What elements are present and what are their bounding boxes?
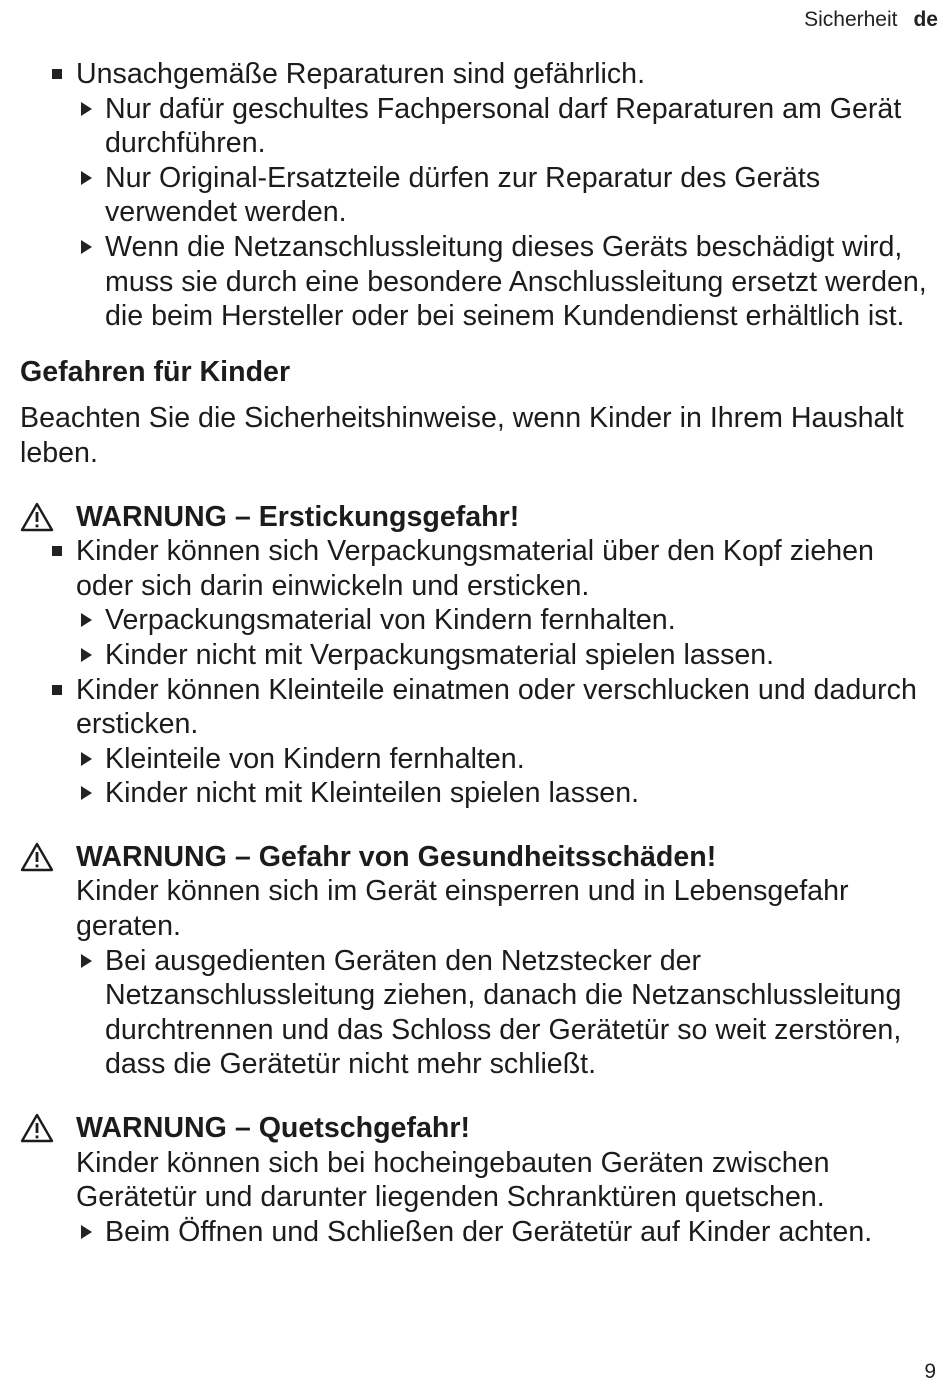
step-item: Nur dafür geschultes Fachpersonal darf Reparaturen am Gerät durchführen. bbox=[20, 92, 938, 161]
page-content bbox=[20, 57, 938, 1249]
step-item: Kleinteile von Kindern fernhalten. bbox=[20, 742, 938, 777]
step-item: Nur Original-Ersatzteile dürfen zur Reparatur des Geräts verwendet werden. bbox=[20, 161, 938, 230]
warning-title-text: WARNUNG – Gefahr von Gesundheitsschäden! bbox=[76, 840, 717, 873]
warning-triangle-icon bbox=[20, 842, 54, 872]
warning-crush bbox=[20, 1111, 938, 1249]
warning-title bbox=[20, 840, 938, 875]
bullet-item: Kinder können sich Verpackungsmaterial über den Kopf ziehen oder sich darin einwickeln und ersticken. bbox=[20, 534, 938, 603]
running-header bbox=[804, 8, 938, 32]
warning-text: Kinder können sich bei hocheingebauten Geräten zwischen Gerätetür und darunter liegenden Schranktüren quetschen. bbox=[76, 1146, 830, 1214]
warning-triangle-icon bbox=[20, 502, 54, 532]
step-item: Wenn die Netzanschlussleitung dieses Geräts beschädigt wird, muss sie durch eine besondere Anschlussleitung ersetzt werden, die beim Hersteller oder bei seinem Kundendienst erhältlich ist. bbox=[20, 230, 938, 334]
bullet-item: Kinder können Kleinteile einatmen oder verschlucken und dadurch ersticken. bbox=[20, 673, 938, 742]
step-item: Verpackungsmaterial von Kindern fernhalten. bbox=[20, 603, 938, 638]
page-number: 9 bbox=[924, 1360, 936, 1383]
warning-health bbox=[20, 840, 938, 1082]
warning-title bbox=[20, 1111, 938, 1146]
step-item: Kinder nicht mit Verpackungsmaterial spielen lassen. bbox=[20, 638, 938, 673]
step-item: Beim Öffnen und Schließen der Gerätetür auf Kinder achten. bbox=[20, 1215, 938, 1250]
warning-triangle-icon bbox=[20, 1113, 54, 1143]
header-section: Sicherheit bbox=[804, 8, 898, 31]
header-language: de bbox=[913, 8, 938, 31]
warning-text: Kinder können sich im Gerät einsperren und in Lebensgefahr geraten. bbox=[76, 875, 849, 943]
section-intro: Beachten Sie die Sicherheitshinweise, wenn Kinder in Ihrem Haushalt leben. bbox=[20, 402, 904, 469]
warning-title-text: WARNUNG – Erstickungsgefahr! bbox=[76, 500, 520, 533]
section-heading: Gefahren für Kinder bbox=[20, 355, 291, 388]
warning-title bbox=[20, 500, 938, 535]
bullet-repairs: Unsachgemäße Reparaturen sind gefährlich. bbox=[20, 57, 938, 92]
warning-title-text: WARNUNG – Quetschgefahr! bbox=[76, 1112, 471, 1145]
step-item: Kinder nicht mit Kleinteilen spielen lassen. bbox=[20, 776, 938, 811]
step-item: Bei ausgedienten Geräten den Netzstecker der Netzanschlussleitung ziehen, danach die Netzanschlussleitung durchtrennen und das Schloss der Gerätetür so weit zerstören, dass die Gerätetür nicht mehr schließt. bbox=[20, 944, 938, 1082]
warning-suffocation bbox=[20, 500, 938, 811]
